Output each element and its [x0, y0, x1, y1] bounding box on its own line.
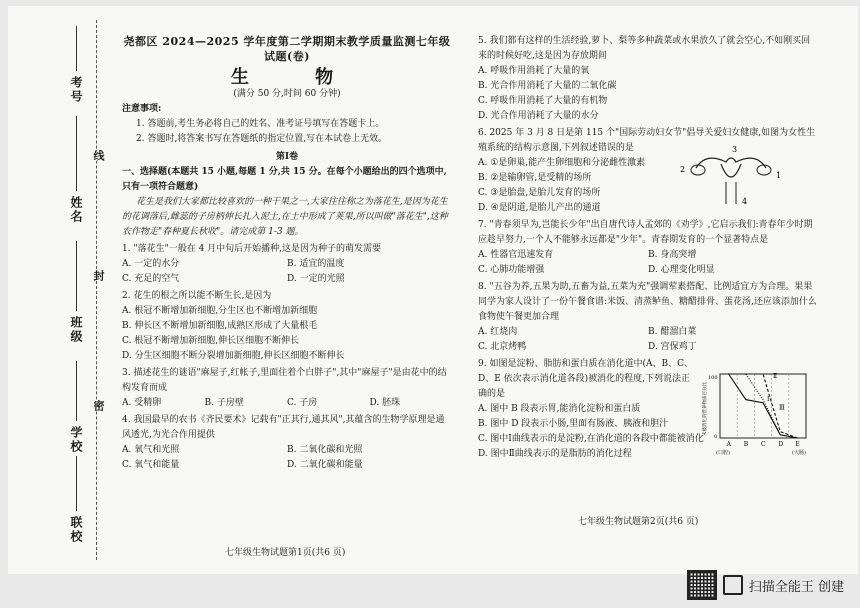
- y-axis-label: 未被消化的营养物质百分比: [703, 382, 708, 436]
- q5-option-d[interactable]: D. 光合作用消耗了大量的水分: [478, 111, 599, 121]
- q6-option-d[interactable]: D. ④是阴道,是胎儿产出的通道: [478, 203, 601, 213]
- banji-line: [76, 241, 77, 311]
- q7-options-row2: [478, 263, 818, 278]
- q1-options-row2: [122, 272, 452, 287]
- q3-option-d[interactable]: D. 胚珠: [369, 398, 401, 408]
- left-page-footer: 七年级生物试题第1页(共6 页): [225, 548, 346, 558]
- lianxiao-label: 联校: [69, 516, 83, 544]
- series-line-3: [729, 374, 798, 438]
- question-7: 7. "青春须早为,岂能长少年"出自唐代诗人孟郊的《劝学》,它启示我们:青春年少时期应趁早努力,一个人不能够永远都是"少年"。青春期发育的一个显著特点是: [478, 220, 813, 245]
- exam-title: 尧都区 2024—2025 学年度第二学期期末教学质量监测七年级试题(卷): [123, 35, 451, 63]
- xuexiao-line: [76, 361, 77, 421]
- seal-dashed-line: [96, 20, 97, 560]
- x-tick-label: D: [778, 441, 784, 448]
- fig-label-3: 3: [732, 145, 738, 154]
- kaohao-label: 考号: [69, 76, 83, 104]
- lianxiao-line: [76, 456, 77, 511]
- q4-options-row1: [122, 443, 452, 458]
- question-5: 5. 我们都有这样的生活经验,萝卜、梨等多种蔬菜或水果放久了就会空心,不如刚买回来的时候好吃,这是因为存放期间: [478, 36, 811, 61]
- q4-option-c[interactable]: C. 氧气和能量: [122, 460, 180, 470]
- x-label-right: (大肠): [792, 450, 806, 456]
- q5-option-a[interactable]: A. 呼吸作用消耗了大量的氧: [478, 66, 590, 76]
- q8-options-row2: [478, 340, 818, 355]
- q2-option-d[interactable]: D. 分生区细胞不断分裂增加新细胞,伸长区细胞不断伸长: [122, 351, 345, 361]
- qr-code-icon: [687, 570, 717, 600]
- xuexiao-label: 学校: [69, 426, 83, 454]
- q4-option-d[interactable]: D. 二氧化碳和能量: [287, 460, 363, 470]
- q8-option-b[interactable]: B. 醋溜白菜: [648, 327, 697, 337]
- seal-char-feng: 封: [92, 270, 105, 281]
- watermark-text: 扫描全能王 创建: [748, 579, 844, 595]
- series-line-2: [729, 374, 798, 438]
- x-tick-label: E: [795, 441, 800, 448]
- banji-label: 班级: [69, 316, 83, 344]
- series-label-1: Ⅰ: [767, 395, 770, 403]
- xingming-line: [76, 116, 77, 191]
- digestion-chart: [700, 368, 818, 458]
- seal-char-xian: 线: [92, 150, 105, 161]
- q1-option-d[interactable]: D. 一定的光照: [287, 274, 345, 284]
- female-reproductive-figure: [676, 142, 786, 212]
- question-3: 3. 描述花生的谜语"麻屋子,红帐子,里面住着个白胖子",其中"麻屋子"是由花中的结构发育而成: [122, 368, 447, 393]
- scanner-watermark: [687, 570, 844, 600]
- q9-option-c[interactable]: C. 图中Ⅰ曲线表示的是淀粉,在消化道的各段中都能被消化: [478, 434, 704, 444]
- q7-option-d[interactable]: D. 心理变化明显: [648, 265, 715, 275]
- q3-option-b[interactable]: B. 子房壁: [204, 398, 244, 408]
- fig-label-4: 4: [742, 197, 748, 206]
- seal-char-mi: 密: [92, 400, 105, 411]
- x-tick-label: A: [726, 441, 731, 448]
- question-9: 9. 如图是淀粉、脂肪和蛋白质在消化道中(A、B、C、D、E 依次表示消化道各段)被消化的程度,下列说法正确的是: [478, 359, 693, 399]
- xingming-label: 姓名: [69, 196, 83, 224]
- q9-option-a[interactable]: A. 图中 B 段表示胃,能消化淀粉和蛋白质: [478, 404, 641, 414]
- question-4: 4. 我国最早的农书《齐民要术》记载有"正其行,通其风",其蕴含的生物学原理是通风透光,为光合作用提供: [122, 415, 445, 440]
- subject-title: 生 物: [230, 67, 364, 88]
- q2-option-c[interactable]: C. 根冠不断增加新细胞,伸长区细胞不断伸长: [122, 336, 300, 346]
- q7-option-a[interactable]: A. 性器官迅速发育: [478, 250, 554, 260]
- q5-option-b[interactable]: B. 光合作用消耗了大量的二氧化碳: [478, 81, 617, 91]
- q1-option-c[interactable]: C. 充足的空气: [122, 274, 180, 284]
- right-page: [478, 34, 818, 462]
- y-tick-top: 100: [708, 375, 718, 381]
- question-2: 2. 花生的根之所以能不断生长,是因为: [122, 291, 272, 301]
- q3-option-a[interactable]: A. 受精卵: [122, 398, 162, 408]
- q6-option-b[interactable]: B. ②是输卵管,是受精的场所: [478, 173, 592, 183]
- q4-option-b[interactable]: B. 二氧化碳和光照: [287, 445, 363, 455]
- q8-option-a[interactable]: A. 红烧肉: [478, 327, 518, 337]
- reading-passage: 花生是我们大家都比较喜欢的一种干果之一,大家往往称之为落花生,是因为花生的花调落后,雌蕊的子房柄伸长扎入泥土,在土中形成了荚果,所以叫做"落花生",这种农作物走"春种夏长秋收"。请完成第 1-3 题。: [122, 197, 448, 237]
- q3-options: [122, 396, 452, 411]
- kaohao-line: [76, 26, 77, 71]
- section-heading: 一、选择题(本题共 15 小题,每题 1 分,共 15 分。在每个小题给出的四个选项中,只有一项符合题意): [122, 167, 447, 192]
- question-1: 1. "落花生"一般在 4 月中旬后开始播种,这是因为种子的萌发需要: [122, 244, 382, 254]
- fig-label-1: 1: [776, 171, 782, 180]
- right-page-footer: 七年级生物试题第2页(共6 页): [578, 517, 699, 527]
- q9-option-d[interactable]: D. 图中Ⅱ曲线表示的是脂肪的消化过程: [478, 449, 632, 459]
- q8-option-c[interactable]: C. 北京烤鸭: [478, 342, 527, 352]
- q8-options-row1: [478, 325, 818, 340]
- q2-option-a[interactable]: A. 根冠不断增加新细胞,分生区也不断增加新细胞: [122, 306, 318, 316]
- volume-heading: 第Ⅰ卷: [275, 152, 299, 162]
- q5-option-c[interactable]: C. 呼吸作用消耗了大量的有机物: [478, 96, 608, 106]
- q4-option-a[interactable]: A. 氧气和光照: [122, 445, 180, 455]
- score-info: (满分 50 分,时间 60 分钟): [233, 89, 341, 99]
- chart-frame: [720, 374, 806, 438]
- q6-option-c[interactable]: C. ③是胎盘,是胎儿发育的场所: [478, 188, 601, 198]
- question-6: 6. 2025 年 3 月 8 日是第 115 个"国际劳动妇女节"倡导关爱妇女健康,如图为女性生殖系统的结构示意图,下列叙述错误的是: [478, 128, 816, 153]
- series-label-3: Ⅲ: [779, 404, 785, 412]
- series-line-1: [729, 374, 798, 438]
- scanner-app-icon: [723, 575, 743, 595]
- q7-option-b[interactable]: B. 身高突增: [648, 250, 697, 260]
- series-label-2: Ⅱ: [773, 373, 778, 380]
- q1-option-a[interactable]: A. 一定的水分: [122, 259, 180, 269]
- q8-option-d[interactable]: D. 宫保鸡丁: [648, 342, 697, 352]
- fig-label-2: 2: [680, 165, 686, 174]
- q6-option-a[interactable]: A. ①是卵巢,能产生卵细胞和分泌雌性激素: [478, 158, 646, 168]
- q1-option-b[interactable]: B. 适宜的温度: [287, 259, 345, 269]
- q7-option-c[interactable]: C. 心肺功能增强: [478, 265, 545, 275]
- x-label-left: (口腔): [716, 450, 730, 456]
- note-2: 2. 答题时,将答案书写在答题纸的指定位置,写在本试卷上无效。: [136, 134, 388, 144]
- q1-options-row1: [122, 257, 452, 272]
- q6-block: [478, 145, 818, 216]
- question-8: 8. "五谷为养,五果为助,五畜为益,五菜为充"强调荤素搭配、比例适宜方为合理。果果同学为家人设计了一份午餐食谱:米饭、清蒸鲈鱼、糖醋排骨、蛋花汤,还应该添加什么食物使午餐更加合理: [478, 282, 817, 322]
- note-1: 1. 答题前,考生务必将自己的姓名、准考证号填写在答题卡上。: [136, 119, 385, 129]
- q2-option-b[interactable]: B. 伸长区不断增加新细胞,成熟区形成了大量根毛: [122, 321, 318, 331]
- binding-strip: [8, 6, 118, 574]
- q4-options-row2: [122, 458, 452, 473]
- q9-option-b[interactable]: B. 图中 D 段表示小肠,里面有肠液、胰液和胆汁: [478, 419, 669, 429]
- q3-option-c[interactable]: C. 子房: [287, 398, 318, 408]
- left-page: [122, 34, 452, 473]
- x-tick-label: C: [761, 441, 766, 448]
- x-tick-label: B: [743, 441, 749, 448]
- q7-options-row1: [478, 248, 818, 263]
- notes-title: 注意事项:: [122, 104, 162, 114]
- y-tick-bottom: 0: [714, 434, 718, 440]
